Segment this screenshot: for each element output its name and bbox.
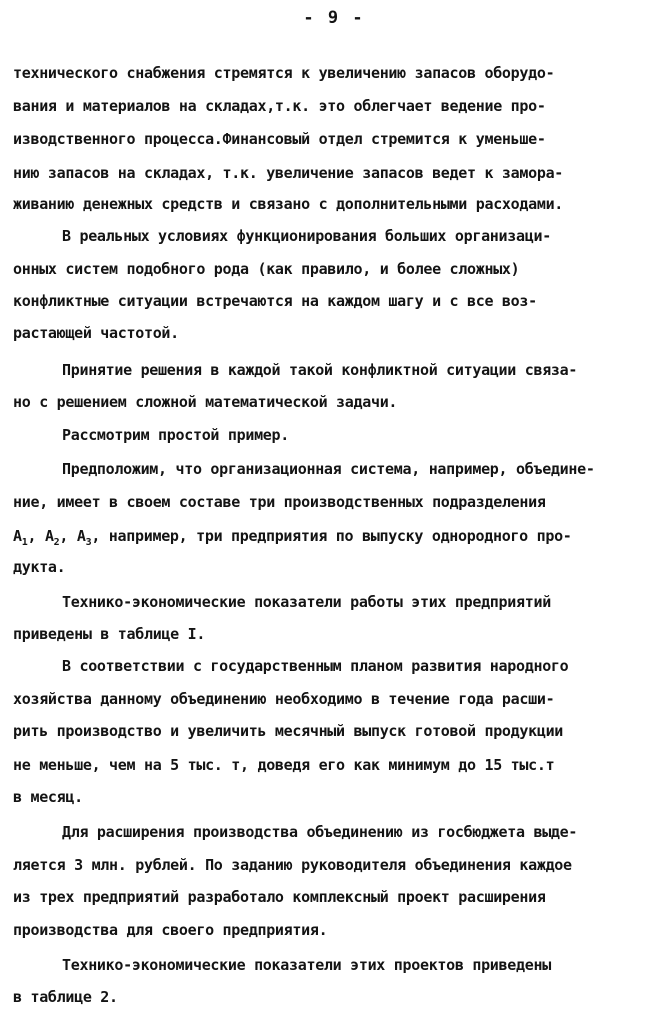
text-line: хозяйства данному объединению необходимо в течение года расши-	[13, 690, 555, 708]
text-line: технического снабжения стремятся к увеличению запасов оборудо-	[13, 64, 555, 82]
text-line: производства для своего предприятия.	[13, 921, 328, 939]
text-line: нию запасов на складах, т.к. увеличение запасов ведет к замора-	[13, 164, 564, 182]
text-line: в месяц.	[13, 788, 83, 806]
text-line: но с решением сложной математической задачи.	[13, 393, 398, 411]
paragraph-start-line: Технико-экономические показатели работы этих предприятий	[62, 593, 551, 611]
text-line: не меньше, чем на 5 тыс. т, доведя его как минимум до 15 тыс.т	[13, 756, 555, 774]
paragraph-start-line: Технико-экономические показатели этих проектов приведены	[62, 956, 551, 974]
text-line: конфликтные ситуации встречаются на каждом шагу и с все воз-	[13, 292, 537, 310]
text-line: из трех предприятий разработало комплексный проект расширения	[13, 888, 546, 906]
text-line: дукта.	[13, 558, 66, 576]
text-line: растающей частотой.	[13, 324, 179, 342]
page-number: - 9 -	[303, 8, 365, 28]
paragraph-start-line: Для расширения производства объединению из госбюджета выде-	[62, 823, 578, 841]
paragraph-start-line: В реальных условиях функционирования больших организаци-	[62, 227, 551, 245]
text-line: изводственного процесса.Финансовый отдел стремится к уменьше-	[13, 130, 546, 148]
text-line: ние, имеет в своем составе три производственных подразделения	[13, 493, 546, 511]
paragraph-start-line: Принятие решения в каждой такой конфликтной ситуации связа-	[62, 361, 578, 379]
text-line: в таблице 2.	[13, 988, 118, 1006]
text-line: $A_1$, $A_2$, $A_3$, например, три предприятия по выпуску однородного про-	[13, 527, 572, 548]
paragraph-start-line: Предположим, что организационная система, например, объедине-	[62, 460, 595, 478]
text-line: рить производство и увеличить месячный выпуск готовой продукции	[13, 722, 564, 740]
text-line: онных систем подобного рода (как правило, и более сложных)	[13, 260, 520, 278]
text-line: живанию денежных средств и связано с дополнительными расходами.	[13, 195, 564, 213]
text-line: ляется 3 млн. рублей. По заданию руководителя объединения каждое	[13, 856, 572, 874]
text-line: вания и материалов на складах,т.к. это облегчает ведение про-	[13, 97, 546, 115]
text-line: приведены в таблице I.	[13, 625, 206, 643]
paragraph-start-line: Рассмотрим простой пример.	[62, 426, 290, 444]
paragraph-start-line: В соответствии с государственным планом развития народного	[62, 657, 569, 675]
